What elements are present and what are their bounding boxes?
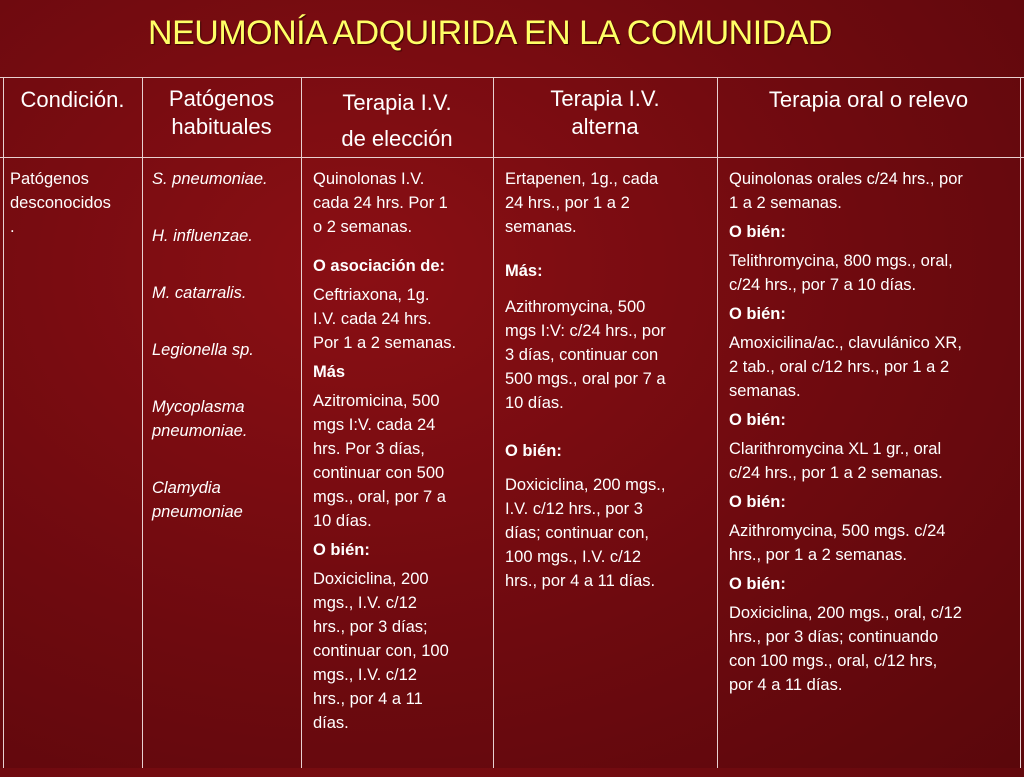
cell-line: hrs., por 4 a 11 [313,690,423,708]
col-divider [142,77,143,768]
cell-label: O bién: [313,541,370,559]
pathogen-item: S. pneumoniae. [152,170,268,188]
cell-line: I.V. cada 24 hrs. [313,310,432,328]
cell-line: Azithromycina, 500 [505,298,646,316]
cell-label: O bién: [729,493,786,511]
cell-label: O bién: [729,411,786,429]
header-text: de elección [341,126,453,151]
cell-iv-eleccion [313,167,491,735]
table-top-border [0,77,1024,78]
header-text: Patógenos [168,86,275,111]
cell-iv-alterna [505,167,715,593]
cell-label: O asociación de: [313,257,446,275]
pathogen-item: Clamydia [152,479,221,497]
cell-condicion [10,167,140,239]
cell-line: desconocidos [10,194,111,212]
cell-line: días; continuar con, [505,524,650,542]
pathogen-item: H. influenzae. [152,227,253,245]
cell-line: mgs I:V: c/24 hrs., por [505,322,666,340]
header-text: alterna [571,114,639,139]
header-divider [0,157,1024,158]
cell-line: Ceftriaxona, 1g. [313,286,430,304]
cell-line: Ertapenen, 1g., cada [505,170,659,188]
cell-line: 100 mgs., I.V. c/12 [505,548,642,566]
cell-line: 1 a 2 semanas. [729,194,842,212]
cell-line: Por 1 a 2 semanas. [313,334,457,352]
cell-label: Más: [505,262,543,280]
cell-line: Patógenos [10,170,89,188]
pathogen-item: pneumoniae. [152,422,248,440]
cell-line: continuar con 500 [313,464,445,482]
pathogen-item: pneumoniae [152,503,243,521]
cell-line: 500 mgs., oral por 7 a [505,370,666,388]
cell-line: con 100 mgs., oral, c/12 hrs, [729,652,938,670]
cell-line: hrs., por 1 a 2 semanas. [729,546,907,564]
cell-line: I.V. c/12 hrs., por 3 [505,500,643,518]
cell-line: 3 días, continuar con [505,346,659,364]
cell-line: cada 24 hrs. Por 1 [313,194,448,212]
cell-patogenos [152,167,298,524]
header-text: Terapia I.V. [342,90,452,115]
header-text: Terapia I.V. [550,86,660,111]
cell-line: c/24 hrs., por 1 a 2 semanas. [729,464,943,482]
cell-line: Doxiciclina, 200 [313,570,429,588]
col-divider [493,77,494,768]
cell-line: hrs., por 3 días; continuando [729,628,939,646]
col-divider [1020,77,1021,768]
cell-line: 24 hrs., por 1 a 2 [505,194,630,212]
header-iv-alterna [493,85,717,141]
cell-line: hrs., por 4 a 11 días. [505,572,656,590]
header-patogenos [142,85,301,141]
pathogen-item: Legionella sp. [152,341,254,359]
header-iv-eleccion [301,85,493,157]
cell-line: . [10,218,15,236]
cell-line: por 4 a 11 días. [729,676,843,694]
header-oral [717,85,1020,115]
cell-line: mgs I:V. cada 24 [313,416,436,434]
header-text: habituales [171,114,272,139]
col-divider [3,77,4,768]
cell-line: Azitromicina, 500 [313,392,440,410]
cell-line: continuar con, 100 [313,642,449,660]
cell-label: O bién: [505,442,562,460]
cell-line: días. [313,714,349,732]
cell-label: O bién: [729,305,786,323]
cell-line: semanas. [729,382,801,400]
header-text: Condición. [20,87,125,112]
cell-line: 10 días. [313,512,372,530]
cell-label: O bién: [729,223,786,241]
cell-line: mgs., I.V. c/12 [313,666,417,684]
cell-line: Quinolonas orales c/24 hrs., por [729,170,963,188]
cell-line: 10 días. [505,394,564,412]
cell-line: Clarithromycina XL 1 gr., oral [729,440,942,458]
pathogen-item: Mycoplasma [152,398,245,416]
slide-title: NEUMONÍA ADQUIRIDA EN LA COMUNIDAD [148,14,832,52]
header-condicion [3,85,142,115]
header-text: Terapia oral o relevo [768,87,969,112]
col-divider [301,77,302,768]
cell-line: 2 tab., oral c/12 hrs., por 1 a 2 [729,358,950,376]
cell-line: Azithromycina, 500 mgs. c/24 [729,522,946,540]
cell-line: c/24 hrs., por 7 a 10 días. [729,276,917,294]
cell-line: Amoxicilina/ac., clavulánico XR, [729,334,962,352]
cell-line: Telithromycina, 800 mgs., oral, [729,252,953,270]
cell-line: hrs., por 3 días; [313,618,428,636]
col-divider [717,77,718,768]
cell-label: Más [313,363,346,381]
cell-line: Quinolonas I.V. [313,170,425,188]
cell-line: semanas. [505,218,577,236]
cell-label: O bién: [729,575,786,593]
cell-line: o 2 semanas. [313,218,413,236]
cell-line: mgs., I.V. c/12 [313,594,417,612]
cell-line: Doxiciclina, 200 mgs., oral, c/12 [729,604,962,622]
pathogen-item: M. catarralis. [152,284,247,302]
cell-line: Doxiciclina, 200 mgs., [505,476,666,494]
cell-line: hrs. Por 3 días, [313,440,425,458]
therapy-table [0,77,1024,777]
cell-line: mgs., oral, por 7 a [313,488,446,506]
cell-oral [729,167,1019,697]
